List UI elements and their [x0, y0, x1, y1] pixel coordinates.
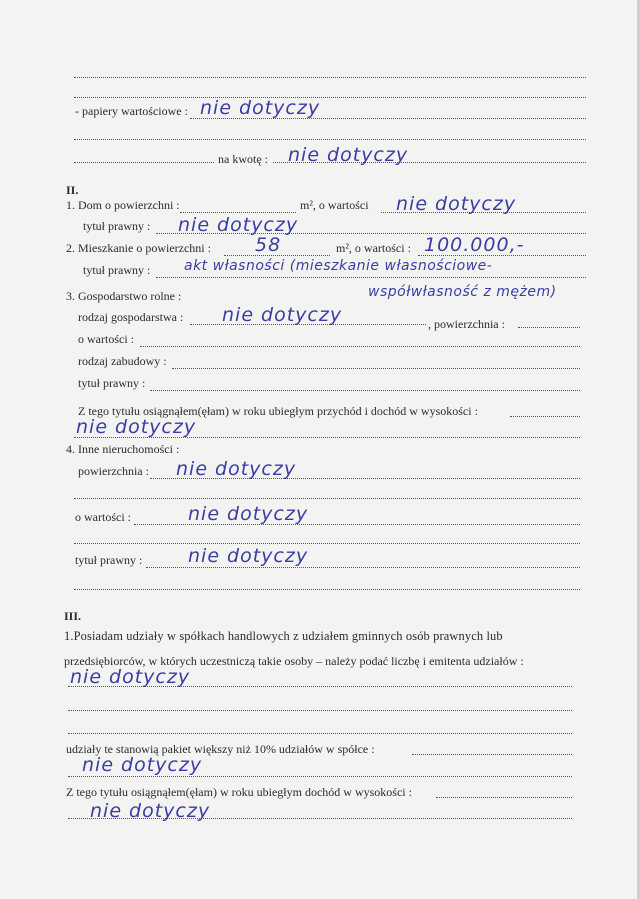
blank-line [74, 589, 580, 590]
blank-line [74, 498, 580, 499]
section-3-heading: III. [64, 609, 82, 623]
farm-income-handwritten: nie dotyczy [76, 416, 197, 438]
flat-area-handwritten: 58 [255, 234, 282, 256]
other-title-handwritten: nie dotyczy [188, 545, 309, 567]
farm-buildings-line [172, 368, 580, 369]
house-area-line [180, 212, 296, 213]
shares-line [68, 686, 572, 687]
pakiet-line-end [412, 754, 572, 755]
blank-line [68, 710, 572, 711]
securities-handwritten: nie dotyczy [200, 97, 321, 119]
house-value-handwritten: nie dotyczy [396, 193, 517, 215]
blank-line [74, 97, 586, 98]
farm-type-handwritten: nie dotyczy [222, 304, 343, 326]
house-m2-label: m², o wartości [300, 198, 369, 212]
blank-line [68, 733, 572, 734]
flat-title-label: tytuł prawny : [83, 263, 151, 277]
other-title-line [146, 567, 580, 568]
flat-title-handwritten-1: akt własności (mieszkanie własnościowe- [184, 258, 493, 274]
house-title-label: tytuł prawny : [83, 219, 151, 233]
amount-lead-line [74, 162, 214, 163]
farm-value-line [140, 346, 580, 347]
pakiet-handwritten: nie dotyczy [82, 754, 203, 776]
income-line-end [436, 797, 572, 798]
farm-buildings-label: rodzaj zabudowy : [78, 354, 167, 368]
blank-line [74, 543, 580, 544]
flat-m2-label: m², o wartości : [336, 241, 411, 255]
other-label: 4. Inne nieruchomości : [66, 442, 180, 456]
flat-title-line [156, 277, 586, 278]
farm-type-label: rodzaj gospodarstwa : [78, 310, 184, 324]
income-handwritten: nie dotyczy [90, 800, 211, 822]
securities-label: - papiery wartościowe : [75, 104, 188, 118]
flat-title-handwritten-2: współwłasność z mężem) [368, 284, 557, 300]
farm-area-label: , powierzchnia : [428, 317, 505, 331]
flat-label: 2. Mieszkanie o powierzchni : [66, 241, 211, 255]
blank-line [74, 139, 586, 140]
house-title-handwritten: nie dotyczy [178, 214, 299, 236]
flat-value-handwritten: 100.000,- [424, 234, 525, 256]
shares-line1: 1.Posiadam udziały w spółkach handlowych z udziałem gminnych osób prawnych lub [64, 629, 503, 643]
house-label: 1. Dom o powierzchni : [66, 198, 180, 212]
farm-area-line [518, 327, 580, 328]
farm-value-label: o wartości : [78, 332, 134, 346]
farm-title-label: tytuł prawny : [78, 376, 146, 390]
other-area-label: powierzchnia : [78, 464, 149, 478]
farm-title-line [150, 390, 580, 391]
blank-line [74, 77, 586, 78]
income-label: Z tego tytułu osiągnąłem(ęłam) w roku ubiegłym dochód w wysokości : [66, 785, 412, 799]
amount-handwritten: nie dotyczy [288, 144, 409, 166]
farm-income-label: Z tego tytułu osiągnąłem(ęłam) w roku ubiegłym przychód i dochód w wysokości : [78, 404, 478, 418]
shares-handwritten: nie dotyczy [70, 666, 191, 688]
pakiet-label: udziały te stanowią pakiet większy niż 10% udziałów w spółce : [66, 742, 375, 756]
other-value-label: o wartości : [75, 510, 131, 524]
amount-label: na kwotę : [218, 152, 268, 166]
shares-line2: przedsiębiorców, w których uczestniczą takie osoby – należy podać liczbę i emitenta udziałów : [64, 654, 524, 668]
farm-income-line-end [510, 416, 580, 417]
income-line [68, 818, 572, 819]
farm-income-line [74, 437, 580, 438]
farm-label: 3. Gospodarstwo rolne : [66, 289, 182, 303]
other-area-handwritten: nie dotyczy [176, 458, 297, 480]
section-2-heading: II. [66, 183, 79, 197]
other-title-label: tytuł prawny : [75, 553, 143, 567]
pakiet-line [68, 776, 572, 777]
other-value-handwritten: nie dotyczy [188, 503, 309, 525]
